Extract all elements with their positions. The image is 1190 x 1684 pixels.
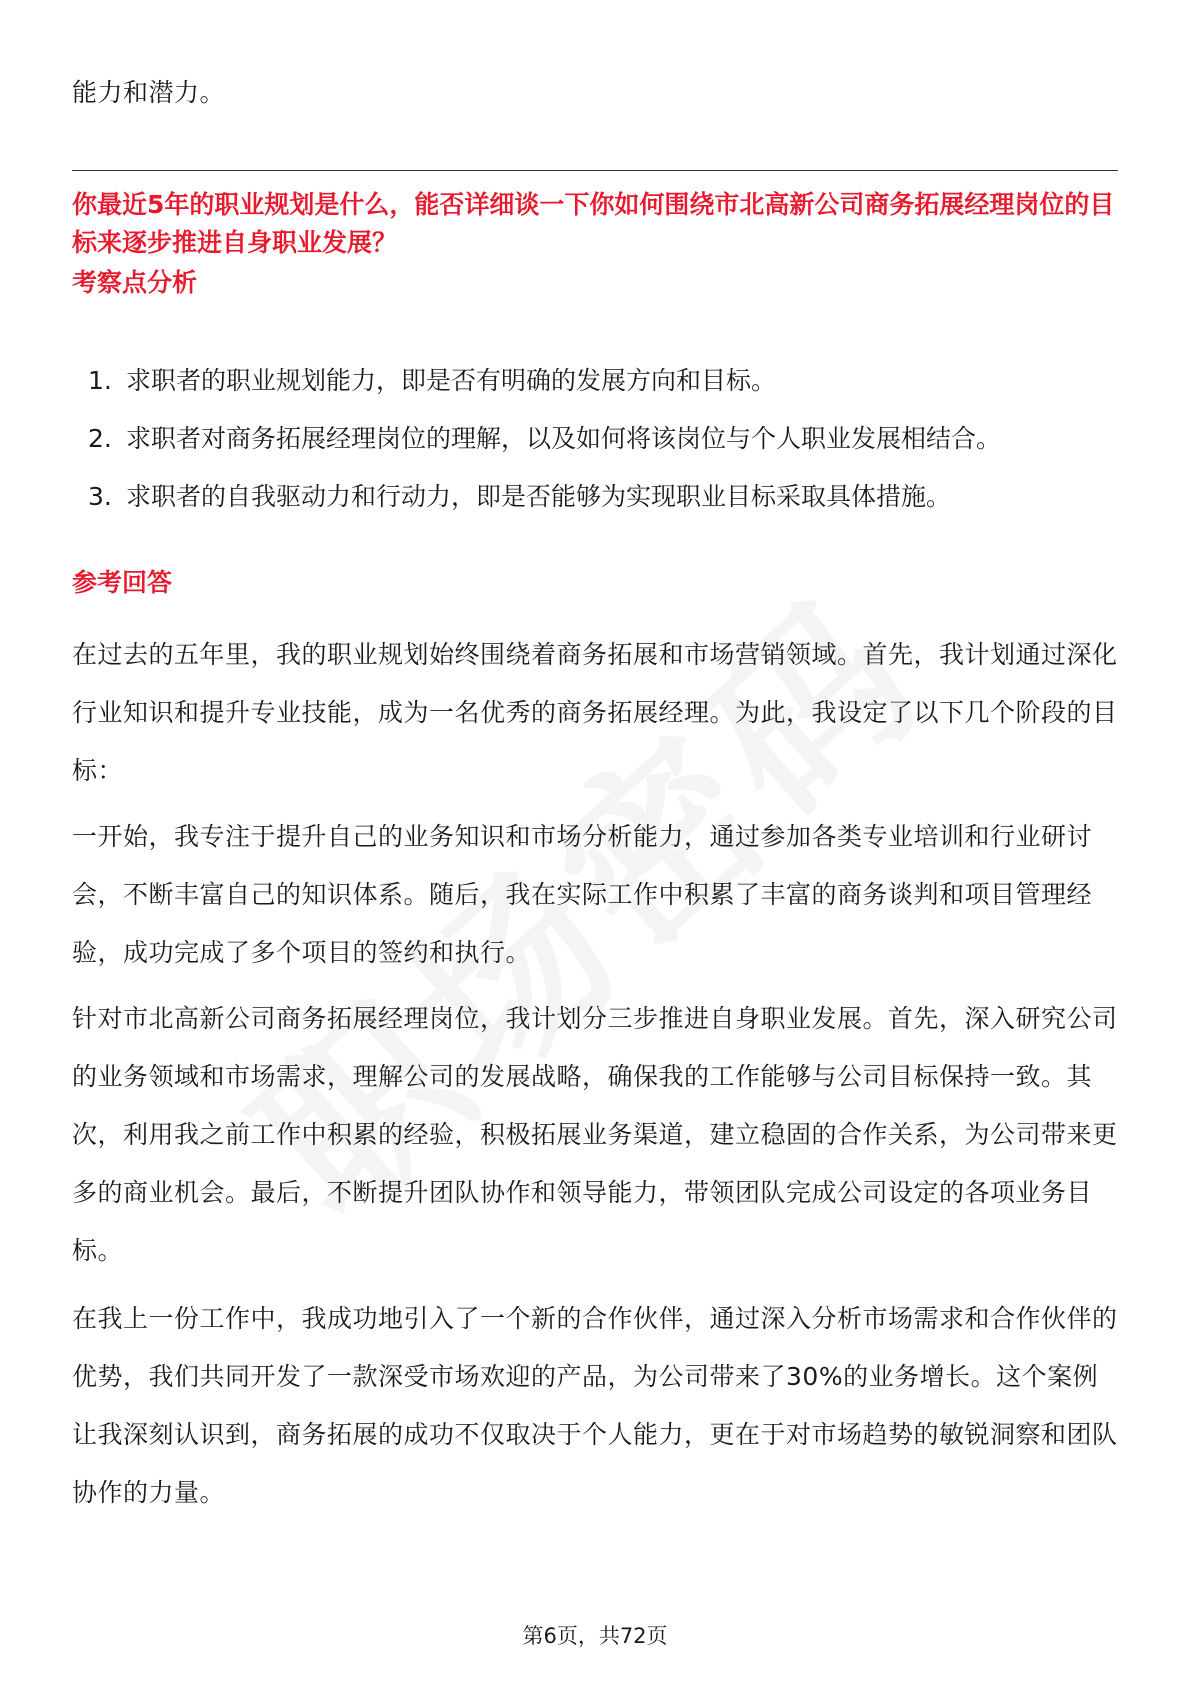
answer-paragraph: 在我上一份工作中，我成功地引入了一个新的合作伙伴，通过深入分析市场需求和合作伙伴的优势，我们共同开发了一款深受市场欢迎的产品，为公司带来了30%的业务增长。这个案例让我深刻认识到，商务拓展的成功不仅取决于个人能力，更在于对市场趋势的敏锐洞察和团队协作的力量。 — [72, 1304, 1118, 1507]
list-item: 2. 求职者对商务拓展经理岗位的理解，以及如何将该岗位与个人职业发展相结合。 — [88, 424, 1002, 453]
list-item: 3. 求职者的自我驱动力和行动力，即是否能够为实现职业目标采取具体措施。 — [88, 482, 952, 511]
continued-text: 能力和潜力。 — [72, 78, 226, 107]
question-heading: 你最近5年的职业规划是什么，能否详细谈一下你如何围绕市北高新公司商务拓展经理岗位的目标来逐步推进自身职业发展？ — [72, 190, 1115, 257]
list-item: 1. 求职者的职业规划能力，即是否有明确的发展方向和目标。 — [88, 366, 777, 395]
analysis-list — [72, 352, 1118, 526]
answer-heading: 参考回答 — [72, 568, 173, 597]
divider — [72, 170, 1118, 171]
answer-paragraph: 针对市北高新公司商务拓展经理岗位，我计划分三步推进自身职业发展。首先，深入研究公司的业务领域和市场需求，理解公司的发展战略，确保我的工作能够与公司目标保持一致。其次，利用我之前工作中积累的经验，积极拓展业务渠道，建立稳固的合作关系，为公司带来更多的商业机会。最后，不断提升团队协作和领导能力，带领团队完成公司设定的各项业务目标。 — [72, 1004, 1118, 1265]
answer-paragraph: 在过去的五年里，我的职业规划始终围绕着商务拓展和市场营销领域。首先，我计划通过深化行业知识和提升专业技能，成为一名优秀的商务拓展经理。为此，我设定了以下几个阶段的目标： — [72, 640, 1118, 785]
page-footer: 第6页，共72页 — [522, 1624, 668, 1648]
analysis-heading: 考察点分析 — [72, 268, 198, 297]
answer-paragraph: 一开始，我专注于提升自己的业务知识和市场分析能力，通过参加各类专业培训和行业研讨会，不断丰富自己的知识体系。随后，我在实际工作中积累了丰富的商务谈判和项目管理经验，成功完成了多个项目的签约和执行。 — [72, 822, 1093, 967]
